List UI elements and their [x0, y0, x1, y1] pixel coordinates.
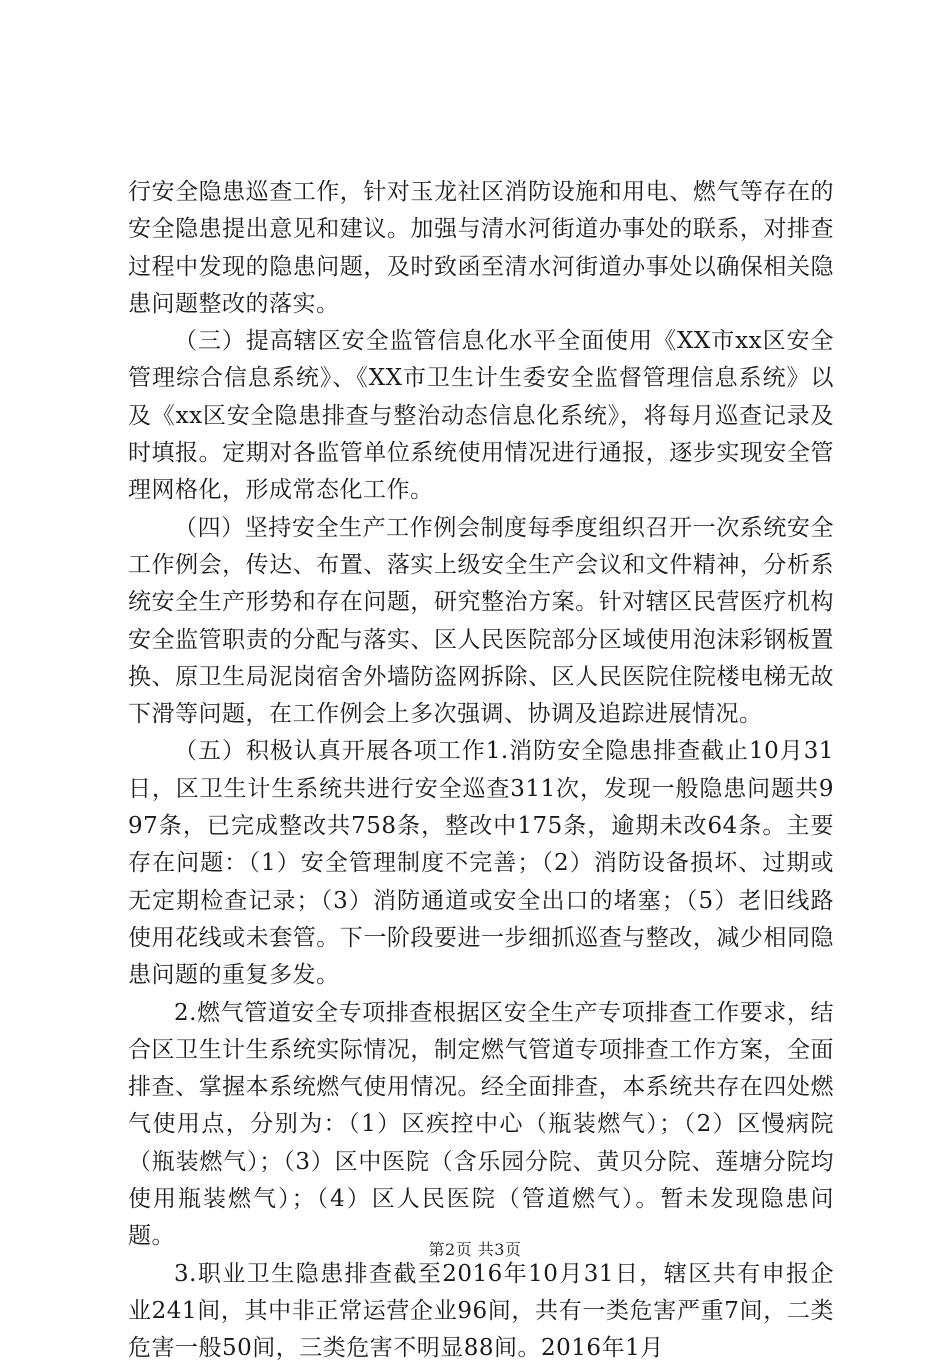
page-number-footer: 第2页 共3页	[428, 1240, 522, 1259]
paragraph-continuation: 行安全隐患巡查工作，针对玉龙社区消防设施和用电、燃气等存在的安全隐患提出意见和建议。加强与清水河街道办事处的联系，对排查过程中发现的隐患问题，及时致函至清水河街道办事处以确保相关隐患问题整改的落实。	[128, 179, 834, 317]
paragraph-section-5: （五）积极认真开展各项工作1.消防安全隐患排查截止10月31日，区卫生计生系统共进行安全巡查311次，发现一般隐患问题共997条，已完成整改共758条，整改中175条，逾期未改64条。主要存在问题：（1）安全管理制度不完善；（2）消防设备损坏、过期或无定期检查记录；（3）消防通道或安全出口的堵塞；（5）老旧线路使用花线或未套管。下一阶段要进一步细抓巡查与整改，减少相同隐患问题的重复多发。	[128, 738, 834, 989]
paragraph-occupational-health: 3.职业卫生隐患排查截至2016年10月31日，辖区共有申报企业241间，其中非正常运营企业96间，共有一类危害严重7间，二类危害一般50间，三类危害不明显88间。2016年1月	[128, 1260, 834, 1362]
paragraph-gas-pipeline: 2.燃气管道安全专项排查根据区安全生产专项排查工作要求，结合区卫生计生系统实际情况，制定燃气管道专项排查工作方案，全面排查、掌握本系统燃气使用情况。经全面排查，本系统共存在四处燃气使用点，分别为：（1）区疾控中心（瓶装燃气）；（2）区慢病院（瓶装燃气）；（3）区中医院（含乐园分院、黄贝分院、莲塘分院均使用瓶装燃气）；（4）区人民医院（管道燃气）。暂未发现隐患问题。	[128, 999, 834, 1250]
document-body	[128, 174, 834, 1368]
paragraph-section-3: （三）提高辖区安全监管信息化水平全面使用《XX市xx区安全管理综合信息系统》、《XX市卫生计生委安全监督管理信息系统》以及《xx区安全隐患排查与整治动态信息化系统》，将每月巡查记录及时填报。定期对各监管单位系统使用情况进行通报，逐步实现安全管理网格化，形成常态化工作。	[128, 328, 834, 504]
paragraph-section-4: （四）坚持安全生产工作例会制度每季度组织召开一次系统安全工作例会，传达、布置、落实上级安全生产会议和文件精神，分析系统安全生产形势和存在问题，研究整治方案。针对辖区民营医疗机构安全监管职责的分配与落实、区人民医院部分区域使用泡沫彩钢板置换、原卫生局泥岗宿舍外墙防盗网拆除、区人民医院住院楼电梯无故下滑等问题，在工作例会上多次强调、协调及追踪进展情况。	[128, 514, 834, 728]
